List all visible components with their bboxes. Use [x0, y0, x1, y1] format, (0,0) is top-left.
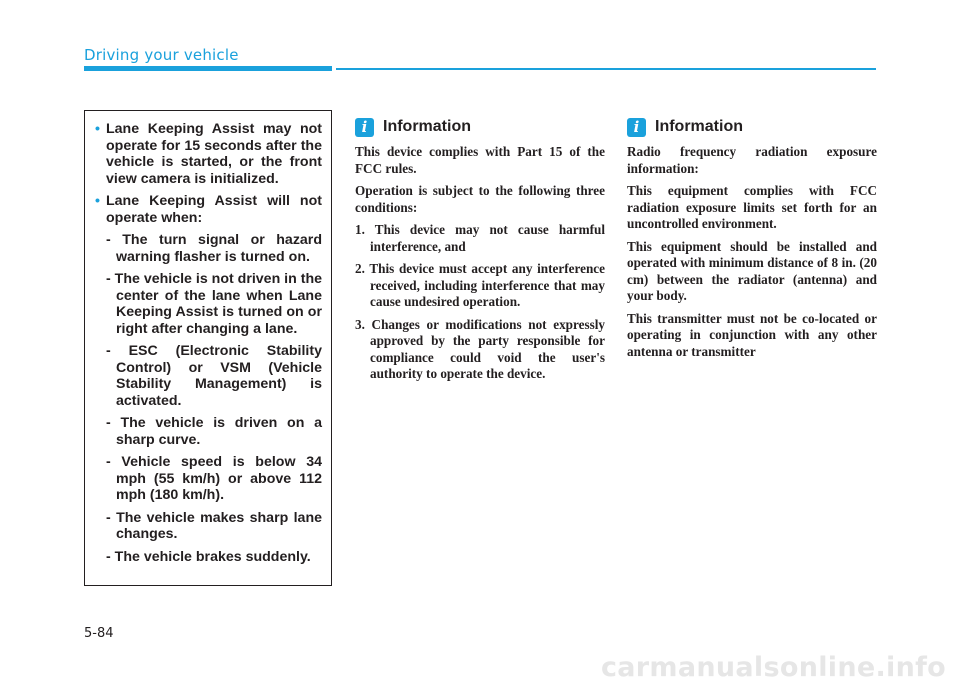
info-paragraph: This equipment complies with FCC radiation exposure limits set forth for an uncontrolled environment. [627, 183, 877, 231]
lka-notes-box [84, 110, 332, 586]
sub-item: - The vehicle makes sharp lane changes. [106, 509, 322, 542]
numbered-item: 1. This device may not cause harmful interference, and [355, 222, 605, 254]
info-paragraph: This equipment should be installed and operated with minimum distance of 8 in. (20 cm) between the radiator (antenna) and your body. [627, 238, 877, 303]
list-item: • Lane Keeping Assist will not operate when: [95, 193, 322, 226]
sub-item: - The turn signal or hazard warning flasher is turned on. [106, 232, 322, 265]
info-heading [627, 116, 877, 138]
section-title: Driving your vehicle [84, 46, 239, 64]
info-title: Information [383, 118, 471, 135]
list-item: • Lane Keeping Assist may not operate for 15 seconds after the vehicle is started, or the front view camera is initialized. [95, 121, 322, 187]
info-heading [355, 116, 605, 138]
page-number: 5-84 [84, 626, 114, 641]
info-paragraph: This transmitter must not be co-located or operating in conjunction with any other antenna or transmitter [627, 310, 877, 359]
sub-item: - The vehicle brakes suddenly. [106, 548, 311, 565]
watermark: carmanualsonline.info [600, 652, 946, 683]
info-icon: i [627, 118, 646, 137]
rf-exposure-info-column [627, 116, 877, 366]
info-icon: i [355, 118, 374, 137]
sub-item: - The vehicle is driven on a sharp curve. [106, 415, 322, 448]
bullet-dot-icon: • [95, 121, 100, 137]
sub-item: - ESC (Electronic Stability Control) or VSM (Vehicle Stability Management) is activated. [106, 343, 322, 409]
info-title: Information [655, 118, 743, 135]
info-paragraph: Operation is subject to the following three conditions: [355, 183, 605, 215]
info-paragraph: This device complies with Part 15 of the FCC rules. [355, 144, 605, 176]
fcc-info-column [355, 116, 605, 389]
header-rule-thick [84, 66, 332, 71]
lka-notes-list [95, 121, 322, 226]
info-paragraph: Radio frequency radiation exposure information: [627, 144, 877, 176]
numbered-item: 3. Changes or modifications not expressly approved by the party responsible for compliance could void the user's authority to operate the device. [355, 316, 605, 381]
bullet-dot-icon: • [95, 193, 100, 209]
numbered-item: 2. This device must accept any interference received, including interference that may cause undesired operation. [355, 261, 605, 309]
sub-item: - Vehicle speed is below 34 mph (55 km/h) or above 112 mph (180 km/h). [106, 454, 322, 503]
header-rule-thin [336, 68, 876, 70]
sub-item: - The vehicle is not driven in the center of the lane when Lane Keeping Assist is turned on or right after changing a lane. [106, 271, 323, 337]
